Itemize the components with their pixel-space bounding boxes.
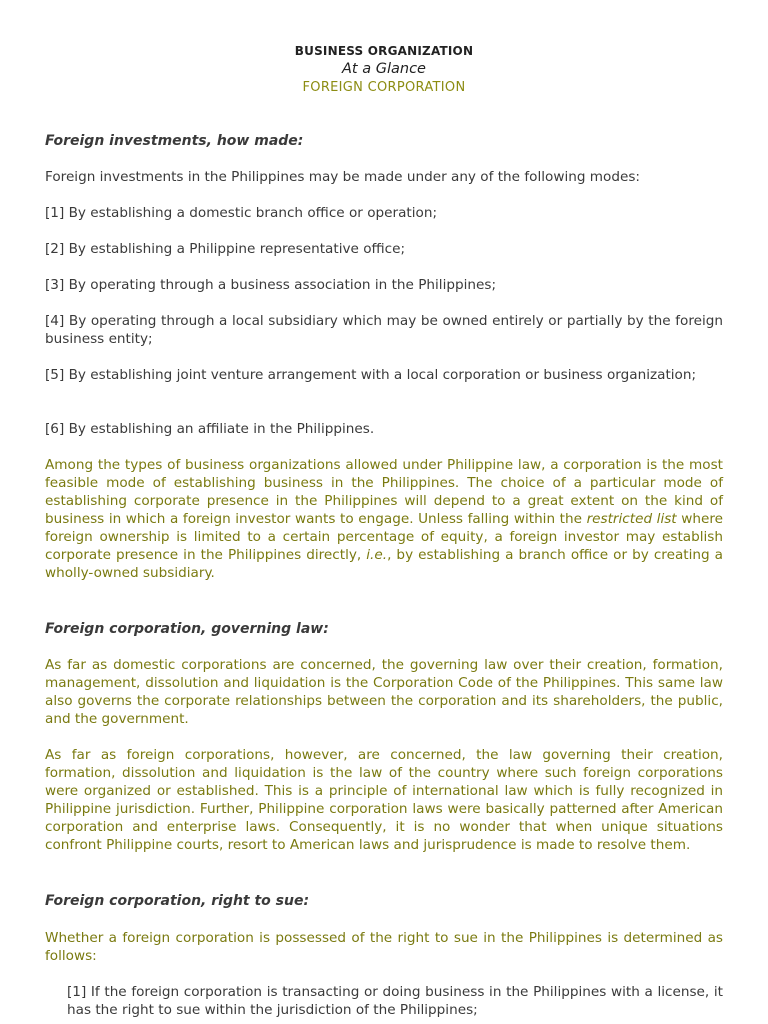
- paragraph-text: Among the types of business organizations allowed under Philippine law, a corporation is the most feasible mode of establishing business in the Philippines. The choice of a particular mode of establishing corporate presence in the Philippines will depend to a great extent on the kind of business in which a foreign investor wants to engage. Unless falling within the: [45, 457, 723, 527]
- ie-term: i.e.: [366, 547, 388, 563]
- section-heading-right-to-sue: Foreign corporation, right to sue:: [45, 893, 310, 909]
- paragraph-text: where foreign ownership is limited to a certain percentage of equity, a foreign investor may establish corporate presence in the Philippines directly,: [45, 511, 723, 563]
- list-item: [2] By establishing a Philippine representative office;: [45, 241, 406, 257]
- list-item: [1] By establishing a domestic branch office or operation;: [45, 205, 438, 221]
- restricted-list-term: restricted list: [586, 511, 677, 527]
- paragraph-intro: Foreign investments in the Philippines may be made under any of the following modes:: [45, 169, 640, 185]
- paragraph-right-to-sue: Whether a foreign corporation is possessed of the right to sue in the Philippines is determined as follows:: [45, 930, 723, 964]
- paragraph-corporation-feasible: [45, 456, 723, 582]
- list-item: [3] By operating through a business association in the Philippines;: [45, 277, 497, 293]
- section-heading-investments: Foreign investments, how made:: [45, 133, 304, 149]
- paragraph-foreign: As far as foreign corporations, however, are concerned, the law governing their creation, formation, dissolution and liquidation is the law of the country where such foreign corporations were organized or established. This is a principle of international law which is fully recognized in Philippine jurisdiction. Further, Philippine corporation laws were basically patterned after American corporation and enterprise laws. Consequently, it is no wonder that when unique situations confront Philippine courts, resort to American laws and jurisprudence is made to resolve them.: [45, 747, 723, 853]
- section-heading-governing-law: Foreign corporation, governing law:: [45, 621, 329, 637]
- list-item: [4] By operating through a local subsidiary which may be owned entirely or partially by the foreign business entity;: [45, 313, 723, 347]
- paragraph-domestic: As far as domestic corporations are concerned, the governing law over their creation, formation, management, dissolution and liquidation is the Corporation Code of the Philippines. This same law also governs the corporate relationships between the corporation and its shareholders, the public, and the government.: [45, 657, 723, 727]
- list-item: [6] By establishing an affiliate in the Philippines.: [45, 421, 375, 437]
- list-item: [1] If the foreign corporation is transacting or doing business in the Philippines with a license, it has the right to sue within the jurisdiction of the Philippines;: [67, 984, 723, 1018]
- paragraph-text: , by establishing a branch office or by creating a wholly-owned subsidiary.: [45, 547, 723, 581]
- list-item: [5] By establishing joint venture arrangement with a local corporation or business organization;: [45, 367, 697, 383]
- doc-subtitle: At a Glance: [342, 61, 426, 77]
- doc-topic: FOREIGN CORPORATION: [302, 80, 466, 95]
- doc-title: BUSINESS ORGANIZATION: [294, 44, 474, 58]
